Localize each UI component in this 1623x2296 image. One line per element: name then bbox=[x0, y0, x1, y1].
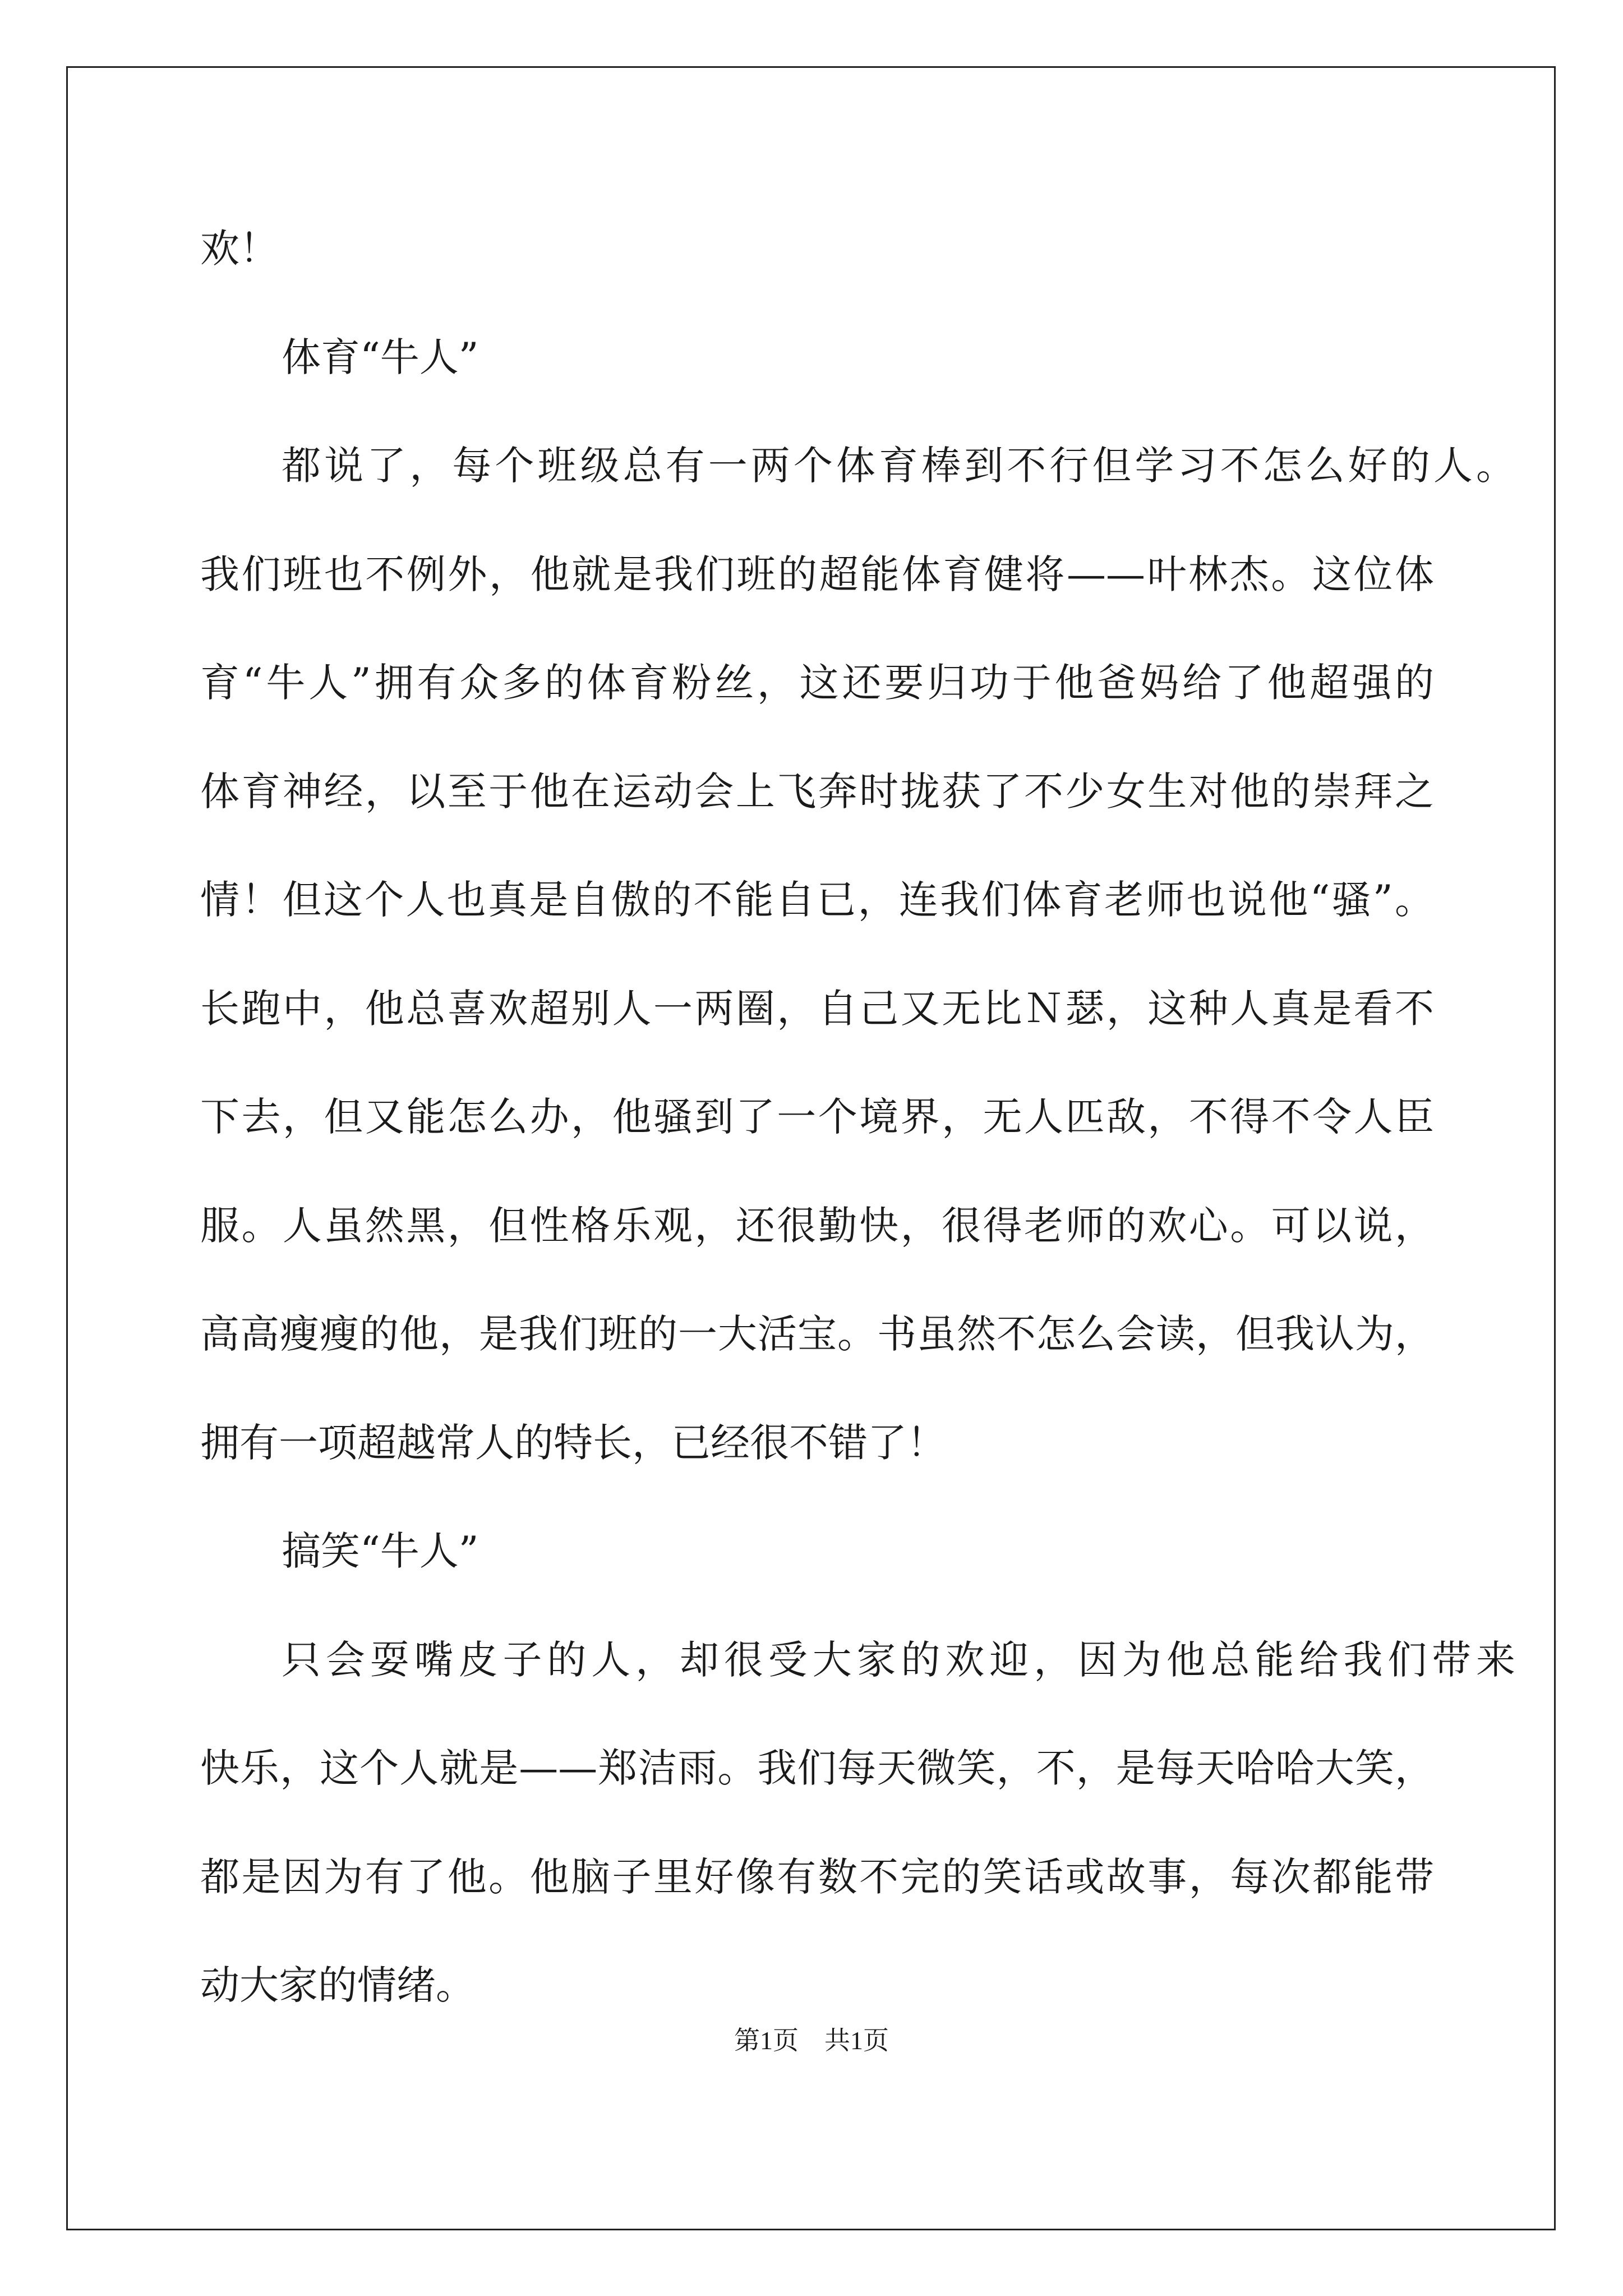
paragraph-line: 育“牛人”拥有众多的体育粉丝，这还要归功于他爸妈给了他超强的 bbox=[200, 660, 1434, 706]
section-heading-sports: 体育“牛人” bbox=[282, 334, 479, 380]
paragraph-line: 服。人虽然黑，但性格乐观，还很勤快，很得老师的欢心。可以说， bbox=[200, 1202, 1434, 1249]
paragraph-line: 体育神经，以至于他在运动会上飞奔时拢获了不少女生对他的崇拜之 bbox=[200, 768, 1434, 815]
paragraph-line: 快乐，这个人就是——郑洁雨。我们每天微笑，不，是每天哈哈大笑， bbox=[200, 1745, 1434, 1791]
paragraph-line: 情！但这个人也真是自傲的不能自已，连我们体育老师也说他“骚”。 bbox=[200, 877, 1434, 923]
paragraph-line: 长跑中，他总喜欢超别人一两圈，自己又无比Ｎ瑟，这种人真是看不 bbox=[200, 985, 1434, 1032]
paragraph-line: 高高瘦瘦的他，是我们班的一大活宝。书虽然不怎么会读，但我认为， bbox=[200, 1311, 1434, 1357]
paragraph-line: 拥有一项超越常人的特长，已经很不错了！ bbox=[200, 1419, 946, 1466]
page-number-label: 第1页 共1页 bbox=[734, 2026, 889, 2055]
paragraph-line: 动大家的情绪。 bbox=[200, 1962, 475, 2008]
document-body bbox=[200, 222, 1515, 2067]
text-line: 欢！ bbox=[200, 226, 279, 272]
page-footer bbox=[0, 2024, 1623, 2058]
paragraph-line: 只会耍嘴皮子的人，却很受大家的欢迎，因为他总能给我们带来 bbox=[282, 1636, 1515, 1683]
paragraph-line: 下去，但又能怎么办，他骚到了一个境界，无人匹敌，不得不令人臣 bbox=[200, 1094, 1434, 1140]
paragraph-line: 都是因为有了他。他脑子里好像有数不完的笑话或故事，每次都能带 bbox=[200, 1853, 1434, 1900]
paragraph-line: 都说了，每个班级总有一两个体育棒到不行但学习不怎么好的人。 bbox=[282, 443, 1515, 489]
paragraph-line: 我们班也不例外，他就是我们班的超能体育健将——叶林杰。这位体 bbox=[200, 551, 1434, 597]
section-heading-comedy: 搞笑“牛人” bbox=[282, 1528, 479, 1574]
